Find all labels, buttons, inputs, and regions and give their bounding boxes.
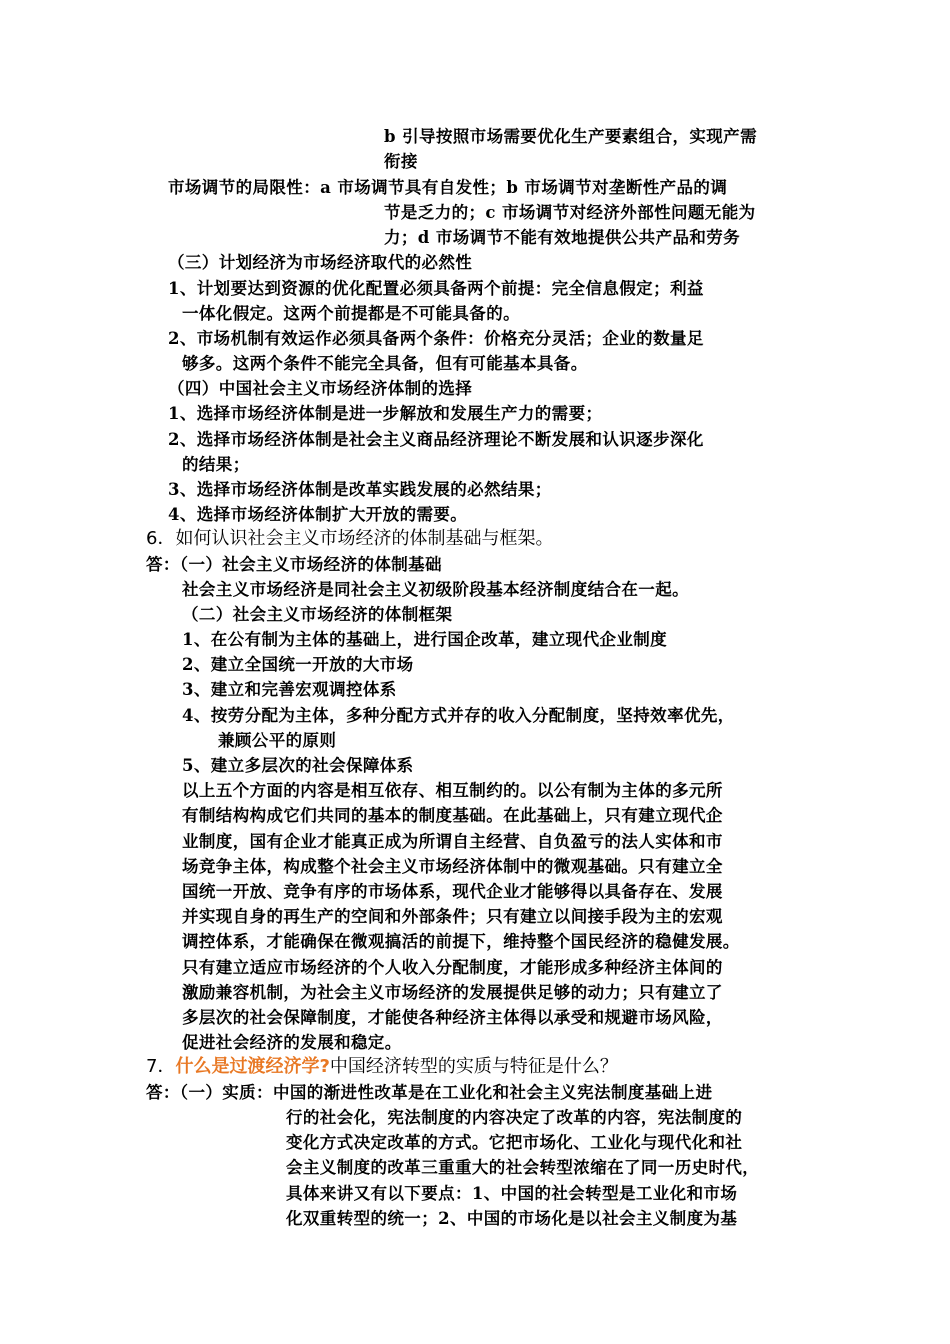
- paragraph-line: 国统一开放、竞争有序的市场体系，现代企业才能够得以具备存在、发展: [182, 882, 723, 901]
- text-line: 2、选择市场经济体制是社会主义商品经济理论不断发展和认识逐步深化: [168, 430, 704, 449]
- paragraph-line: 场竞争主体，构成整个社会主义市场经济体制中的微观基础。只有建立全: [182, 857, 723, 876]
- paragraph-line: 化双重转型的统一；2、中国的市场化是以社会主义制度为基: [286, 1209, 738, 1228]
- paragraph-line: 行的社会化，宪法制度的内容决定了改革的内容，宪法制度的: [286, 1108, 743, 1127]
- text-line: 市场调节的局限性：a 市场调节具有自发性；b 市场调节对垄断性产品的调: [168, 178, 728, 197]
- text-line: b 引导按照市场需要优化生产要素组合，实现产需: [384, 127, 757, 146]
- text-line: 4、按劳分配为主体，多种分配方式并存的收入分配制度，坚持效率优先，: [182, 706, 735, 725]
- text-line: 节是乏力的；c 市场调节对经济外部性问题无能为: [384, 203, 756, 222]
- text-line: 2、建立全国统一开放的大市场: [182, 655, 414, 674]
- question-6: 6．如何认识社会主义市场经济的体制基础与框架。: [146, 528, 554, 549]
- paragraph-line: 具体来讲又有以下要点：1、中国的社会转型是工业化和市场: [286, 1184, 738, 1203]
- text-line: 3、选择市场经济体制是改革实践发展的必然结果；: [168, 480, 552, 499]
- answer-heading: 答：（一）实质：中国的渐进性改革是在工业化和社会主义宪法制度基础上进: [146, 1083, 713, 1102]
- paragraph-line: 促进社会经济的发展和稳定。: [182, 1033, 402, 1052]
- text-line: 兼顾公平的原则: [218, 731, 337, 750]
- text-line: 2、市场机制有效运作必须具备两个条件：价格充分灵活；企业的数量足: [168, 329, 704, 348]
- paragraph-line: 调控体系，才能确保在微观搞活的前提下，维持整个国民经济的稳健发展。: [182, 932, 740, 951]
- paragraph-line: 激励兼容机制，为社会主义市场经济的发展提供足够的动力；只有建立了: [182, 983, 723, 1002]
- section-heading: （四）中国社会主义市场经济体制的选择: [168, 379, 473, 398]
- paragraph-line: 并实现自身的再生产的空间和外部条件；只有建立以间接手段为主的宏观: [182, 907, 723, 926]
- text-line: 的结果；: [182, 455, 250, 474]
- answer-heading: 答：（一）社会主义市场经济的体制基础: [146, 555, 442, 574]
- text-line: 一体化假定。这两个前提都是不可能具备的。: [182, 304, 520, 323]
- section-heading: （二）社会主义市场经济的体制框架: [182, 605, 453, 624]
- question-7: [146, 1056, 618, 1078]
- question-number: 7．: [146, 1056, 176, 1077]
- text-line: 1、计划要达到资源的优化配置必须具备两个前提：完全信息假定；利益: [168, 279, 704, 298]
- text-line: 社会主义市场经济是同社会主义初级阶段基本经济制度结合在一起。: [182, 580, 689, 599]
- question-text: 中国经济转型的实质与特征是什么？: [329, 1056, 618, 1077]
- paragraph-line: 多层次的社会保障制度，才能使各种经济主体得以承受和规避市场风险，: [182, 1008, 723, 1027]
- text-line: 1、选择市场经济体制是进一步解放和发展生产力的需要；: [168, 404, 603, 423]
- paragraph-line: 以上五个方面的内容是相互依存、相互制约的。以公有制为主体的多元所: [182, 781, 723, 800]
- text-line: 5、建立多层次的社会保障体系: [182, 756, 414, 775]
- paragraph-line: 有制结构构成它们共同的基本的制度基础。在此基础上，只有建立现代企: [182, 806, 723, 825]
- paragraph-line: 会主义制度的改革三重重大的社会转型浓缩在了同一历史时代，: [286, 1158, 760, 1177]
- paragraph-line: 业制度，国有企业才能真正成为所谓自主经营、自负盈亏的法人实体和市: [182, 832, 723, 851]
- text-line: 1、在公有制为主体的基础上，进行国企改革，建立现代企业制度: [182, 630, 668, 649]
- section-heading: （三）计划经济为市场经济取代的必然性: [168, 253, 473, 272]
- paragraph-line: 变化方式决定改革的方式。它把市场化、工业化与现代化和社: [286, 1133, 743, 1152]
- text-line: 力；d 市场调节不能有效地提供公共产品和劳务: [384, 228, 741, 247]
- paragraph-line: 只有建立适应市场经济的个人收入分配制度，才能形成多种经济主体间的: [182, 958, 723, 977]
- text-line: 衔接: [384, 152, 418, 171]
- text-line: 4、选择市场经济体制扩大开放的需要。: [168, 505, 468, 524]
- text-line: 够多。这两个条件不能完全具备，但有可能基本具备。: [182, 354, 588, 373]
- highlighted-question: 什么是过渡经济学?: [175, 1056, 330, 1077]
- text-line: 3、建立和完善宏观调控体系: [182, 680, 397, 699]
